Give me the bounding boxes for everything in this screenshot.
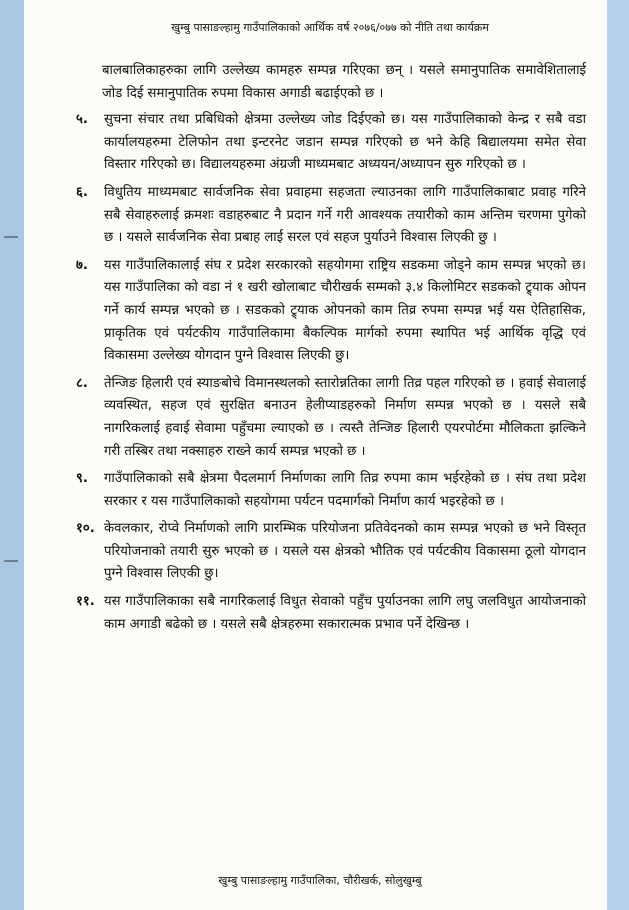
- item-number: ५.: [76, 112, 88, 128]
- page-header: खुम्बु पासाङल्हामु गाउँपालिकाको आर्थिक वर्ष २०७६/०७७ को नीति तथा कार्यक्रम: [171, 21, 489, 34]
- item-number: ६.: [76, 184, 88, 200]
- item-number: ८.: [76, 375, 88, 391]
- page-footer: खुम्बु पासाङल्हामु गाउँपालिका, चौरीखर्क, सोलुखुम्बु: [218, 874, 422, 887]
- binding-staples: [0, 0, 24, 910]
- item-number: ११.: [76, 594, 95, 610]
- item-text: विधुतिय माध्यमबाट सार्वजनिक सेवा प्रवाहमा सहजता ल्याउनका लागि गाउँपालिकाबाट प्रवाह गरिने सबै सेवाहरुलाई क्रमशः वडाहरुबाट नै प्रदान गर्ने गरी आवश्यक तयारीको काम अन्तिम चरणमा पुगेको छ । यसले सार्वजनिक सेवा प्रबाह लाई सरल एवं सहज पुर्याउने विश्वास लिएकी छु ।: [104, 184, 586, 246]
- item-number: ९.: [76, 471, 88, 487]
- item-number: ७.: [76, 257, 88, 273]
- list-item: [76, 182, 586, 250]
- list-item: [76, 255, 586, 368]
- item-text: केवलकार, रोप्वे निर्माणको लागि प्रारम्भिक परियोजना प्रतिवेदनको काम सम्पन्न भएको छ भने विस्तृत परियोजनाको तयारी सुरु भएको छ । यसले यस क्षेत्रको भौतिक एवं पर्यटकीय विकासमा ठूलो योगदान पुग्ने विश्वास लिएकी छु।: [104, 521, 586, 582]
- item-number: १०.: [76, 521, 95, 537]
- right-cover-edge: [607, 0, 629, 910]
- list-item: [76, 109, 586, 177]
- policy-text: [76, 60, 586, 641]
- item-text: तेन्जिङ हिलारी एवं स्याङबोचे विमानस्थलको स्तारोन्नतिका लागी तिव्र पहल गरिएको छ । हवाई सेवालाई व्यवस्थित, सहज एवं सुरक्षित बनाउन हेलीप्याडहरुको निर्माण सम्पन्न भएको छ । यसले सबै नागरिकलाई हवाई सेवामा पहुँचमा ल्याएको छ । त्यस्तै तेन्जिङ हिलारी एयरपोर्टमा मौलिकता झल्किने गरी तस्बिर तथा नक्साहरु राख्ने कार्य सम्पन्न भएको छ ।: [104, 375, 586, 459]
- item-text: यस गाउँपालिकाका सबै नागरिकलाई विधुत सेवाको पहुँच पुर्याउनका लागि लघु जलविधुत आयोजनाको काम अगाडी बढेको छ । यसले सबै क्षेत्रहरुमा सकारात्मक प्रभाव पर्ने देखिन्छ ।: [104, 594, 586, 632]
- list-item: [76, 468, 586, 513]
- list-item: [76, 373, 586, 463]
- item-text: सुचना संचार तथा प्रबिधिको क्षेत्रमा उल्लेख्य जोड दिईएको छ। यस गाउँपालिकाको केन्द्र र सबै वडा कार्यालयहरुमा टेलिफोन तथा इन्टरनेट जडान सम्पन्न गरिएको छ भने केहि बिद्यालयमा समेत सेवा विस्तार गरिएको छ। विद्यालयहरुमा अंग्रजी माध्यमबाट अध्ययन/अध्यापन सुरु गरिएको छ ।: [104, 112, 586, 173]
- list-item: [76, 518, 586, 586]
- item-text: गाउँपालिकाको सबै क्षेत्रमा पैदलमार्ग निर्माणका लागि तिव्र रुपमा काम भईरहेको छ । संघ तथा प्रदेश सरकार र यस गाउँपालिकाको सहयोगमा पर्यटन पदमार्गको निर्माण कार्य भइरहेको छ ।: [104, 471, 586, 509]
- list-item: [76, 591, 586, 636]
- intro-paragraph: बालबालिकाहरुका लागि उल्लेख्य कामहरु सम्पन्न गरिएका छन् । यसले समानुपातिक समावेशितालाई जोड दिई समानुपातिक रुपमा विकास अगाडी बढाईएको छ ।: [102, 63, 586, 101]
- item-text: यस गाउँपालिकालाई संघ र प्रदेश सरकारको सहयोगमा राष्ट्रिय सडकमा जोड्ने काम सम्पन्न भएको छ। यस गाउँपालिका को वडा नं १ खरी खोलाबाट चौरीखर्क सम्मको ३.४ किलोमिटर सडकको ट्र्याक ओपन गर्ने कार्य सम्पन्न भएको छ । सडकको ट्र्याक ओपनको काम तिव्र रुपमा सम्पन्न भई यस ऐतिहासिक, प्राकृतिक एवं पर्यटकीय गाउँपालिकामा बैकल्पिक मार्गको रुपमा स्थापित भई आर्थिक वृद्धि एवं विकासमा उल्लेख्य योगदान पुग्ने विश्वास लिएकी छु।: [104, 257, 586, 364]
